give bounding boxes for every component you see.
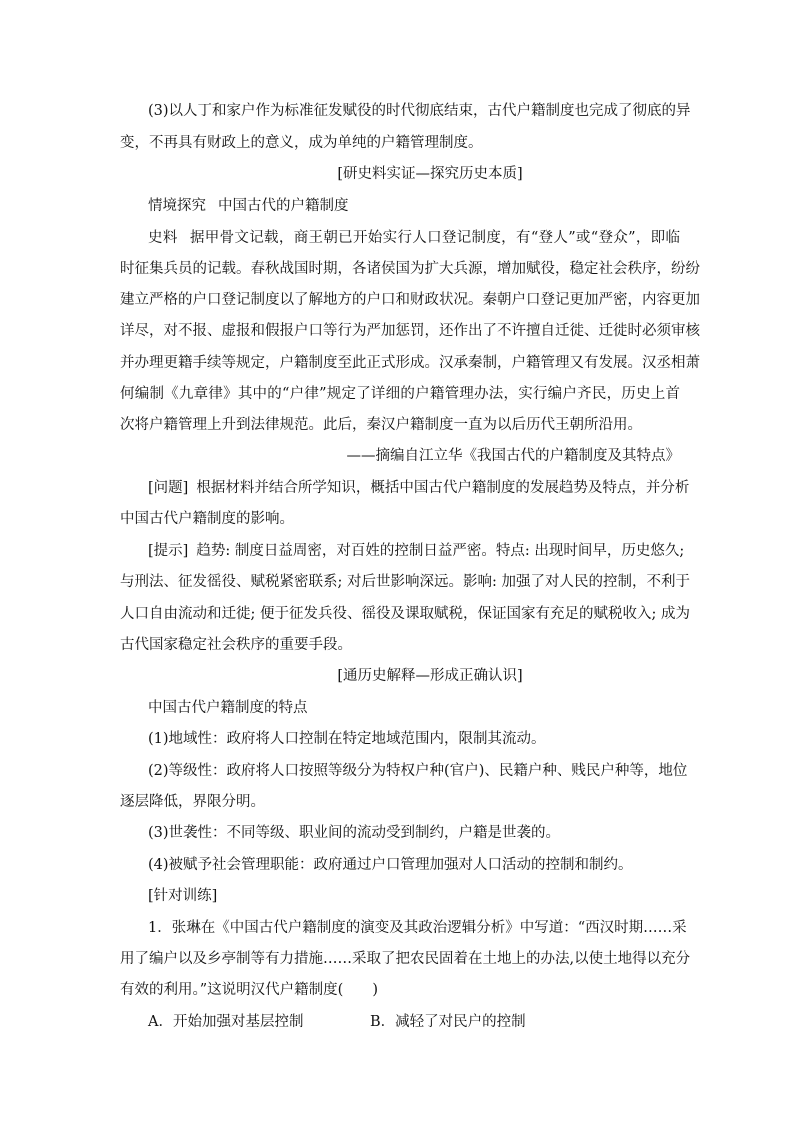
question-label: [问题] — [148, 480, 189, 496]
feature-4: (4)被赋予社会管理职能：政府通过户口管理加强对人口活动的控制和制约。 — [148, 857, 633, 873]
option-b: B．减轻了对民户的控制 — [370, 1014, 526, 1030]
source-citation: ——摘编自江立华《我国古代的户籍制度及其特点》 — [346, 448, 680, 464]
hint-label: [提示] — [148, 543, 189, 559]
source-line-6: 何编制《九章律》其中的“户律”规定了详细的户籍管理办法，实行编户齐民，历史上首 — [120, 386, 680, 402]
practice-label: [针对训练] — [148, 888, 218, 904]
hint-line-1: [提示] 趋势: 制度日益周密，对百姓的控制日益严密。特点: 出现时间早，历史悠久; — [148, 543, 685, 559]
hint-line-2: 与刑法、征发徭役、赋税紧密联系; 对后世影响深远。影响: 加强了对人民的控制，不利于 — [120, 574, 690, 590]
situation-label: 情境探究 — [148, 198, 206, 214]
question-line-1: [问题] 根据材料并结合所学知识，概括中国古代户籍制度的发展趋势及特点，并分析 — [148, 480, 690, 496]
feature-3: (3)世袭性：不同等级、职业间的流动受到制约，户籍是世袭的。 — [148, 825, 561, 841]
source-line-1: 史料 据甲骨文记载，商王朝已开始实行人口登记制度，有“登人”或“登众”，即临 — [148, 230, 680, 246]
para1-line1: (3)以人丁和家户作为标准征发赋役的时代彻底结束，古代户籍制度也完成了彻底的异 — [148, 103, 691, 119]
hint-line-4: 古代国家稳定社会秩序的重要手段。 — [120, 637, 352, 653]
feature-1: (1)地域性：政府将人口控制在特定地域范围内，限制其流动。 — [148, 731, 546, 747]
feature-2-line-1: (2)等级性：政府将人口按照等级分为特权户种(官户)、民籍户种、贱民户种等，地位 — [148, 763, 688, 779]
source-line-3: 建立严格的户口登记制度以了解地方的户口和财政状况。秦朝户口登记更加严密，内容更加 — [120, 292, 700, 308]
source-line-2: 时征集兵员的记载。春秋战国时期，各诸侯国为扩大兵源，增加赋役，稳定社会秩序，纷纷 — [120, 261, 700, 277]
option-a: A．开始加强对基层控制 — [148, 1014, 304, 1030]
source-label: 史料 — [148, 230, 178, 246]
question1-line-1: 1．张琳在《中国古代户籍制度的演变及其政治逻辑分析》中写道：“西汉时期……采 — [148, 920, 687, 936]
situation-title: 中国古代的户籍制度 — [218, 198, 349, 214]
hint-line-3: 人口自由流动和迁徙; 便于征发兵役、徭役及课取赋税，保证国家有充足的赋税收入; 成为 — [120, 606, 690, 622]
feature-2-line-2: 逐层降低，界限分明。 — [120, 794, 265, 810]
source-line-5: 并办理更籍手续等规定，户籍制度至此正式形成。汉承秦制，户籍管理又有发展。汉丞相萧 — [120, 355, 700, 371]
source-line-7: 次将户籍管理上升到法律规范。此后，秦汉户籍制度一直为以后历代王朝所沿用。 — [120, 417, 642, 433]
question-line-2: 中国古代户籍制度的影响。 — [120, 511, 294, 527]
section-heading-interpretation: [通历史解释—形成正确认识] — [337, 668, 523, 684]
question1-line-3: 有效的利用。”这说明汉代户籍制度( ) — [120, 982, 378, 998]
question1-line-2: 用了编户以及乡亭制等有力措施……采取了把农民固着在土地上的办法,以使土地得以充分 — [120, 951, 691, 967]
features-title: 中国古代户籍制度的特点 — [148, 700, 308, 716]
section-heading-sources: [研史料实证—探究历史本质] — [337, 166, 523, 182]
situation-line — [148, 196, 680, 216]
para1-line2: 变，不再具有财政上的意义，成为单纯的户籍管理制度。 — [120, 135, 483, 151]
source-line-4: 详尽，对不报、虚报和假报户口等行为严加惩罚，还作出了不许擅自迁徙、迁徙时必须审核 — [120, 323, 700, 339]
